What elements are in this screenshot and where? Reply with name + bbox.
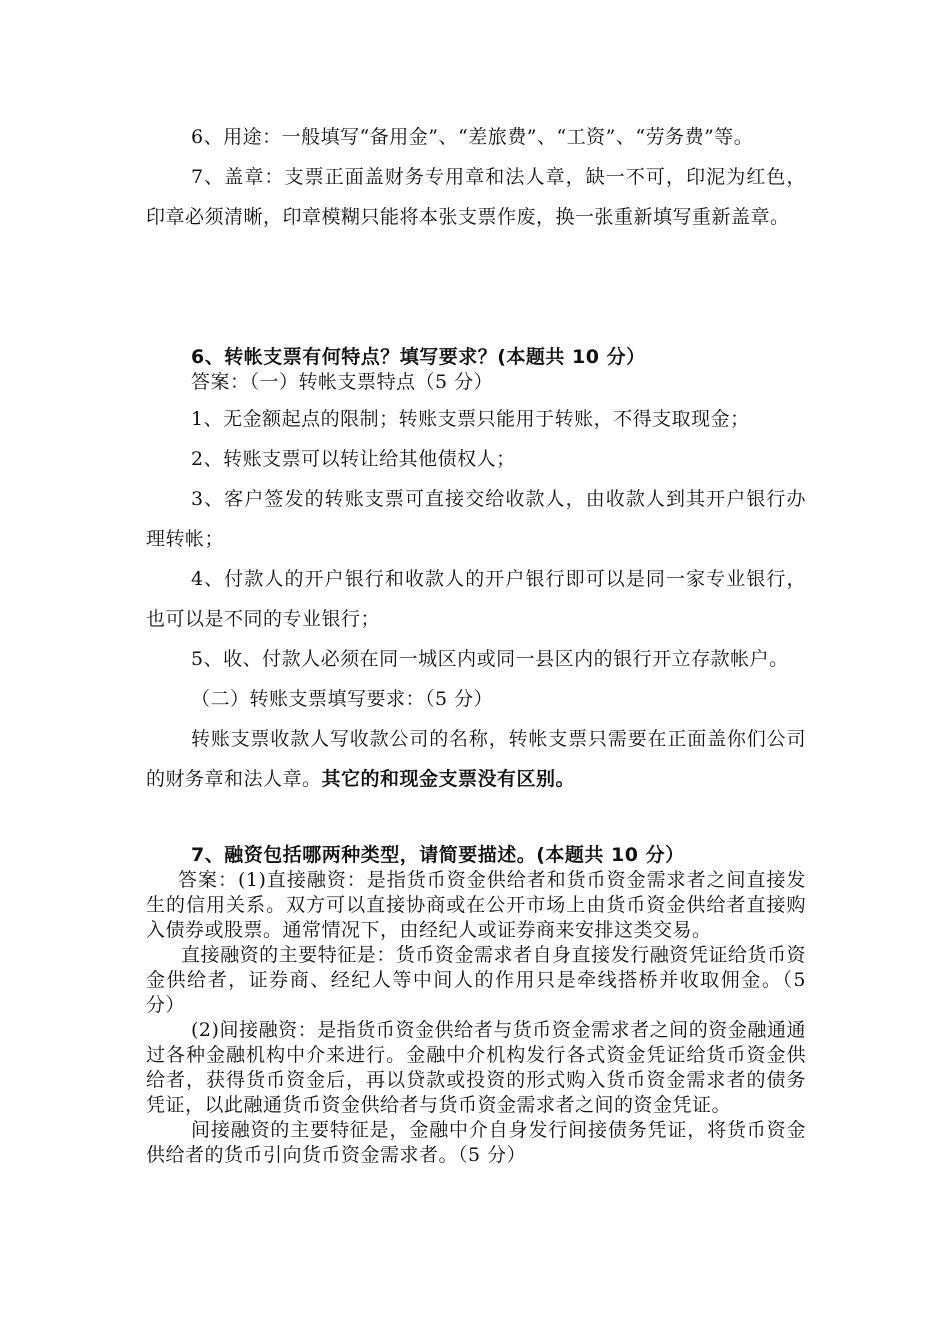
question-7-indirect-financing: (2)间接融资：是指货币资金供给者与货币资金需求者之间的资金融通通过各种金融机构中介来进行。金融中介机构发行各式资金凭证给货币资金供给者，获得货币资金后，再以贷款或投资的形式购入货币资金需求者的债务凭证，以此融通货币资金供给者与货币资金需求者之间的资金凭证。 xyxy=(146,1019,806,1116)
list-item: 1、无金额起点的限制；转账支票只能用于转账，不得支取现金； xyxy=(191,408,750,430)
paragraph-seal: 7、盖章：支票正面盖财务专用章和法人章，缺一不可，印泥为红色，印章必须清晰，印章模糊只能将本张支票作废，换一张重新填写重新盖章。 xyxy=(146,166,806,228)
question-6-part2-text xyxy=(146,719,806,799)
question-6-part2-title: （二）转账支票填写要求：（5 分） xyxy=(191,688,494,710)
part2-normal-text: 转账支票收款人写收款公司的名称，转帐支票只需要在正面盖你们公司的财务章和法人章。 xyxy=(146,728,806,790)
question-7-direct-features: 直接融资的主要特征是：货币资金需求者自身直接发行融资凭证给货币资金供给者，证券商、经纪人等中间人的作用只是牵线搭桥并收取佣金。（5 分） xyxy=(146,944,806,1016)
question-7-indirect-features: 间接融资的主要特征是，金融中介自身发行间接债务凭证，将货币资金供给者的货币引向货币资金需求者。（5 分） xyxy=(146,1119,806,1166)
section-checks-fill xyxy=(146,117,806,237)
part2-bold-text: 其它的和现金支票没有区别。 xyxy=(321,768,576,790)
paragraph-usage: 6、用途：一般填写“备用金”、“差旅费”、“工资”、“劳务费”等。 xyxy=(191,126,754,148)
question-7 xyxy=(146,843,806,1168)
question-6 xyxy=(146,345,806,395)
question-6-answer-intro: 答案：（一）转帐支票特点（5 分） xyxy=(191,371,494,393)
question-7-heading: 7、融资包括哪两种类型，请简要描述。(本题共 10 分） xyxy=(191,844,685,866)
list-item: 2、转账支票可以转让给其他债权人； xyxy=(191,448,516,470)
question-6-heading: 6、转帐支票有何特点？填写要求？(本题共 10 分） xyxy=(191,346,646,368)
list-item: 4、付款人的开户银行和收款人的开户银行即可以是同一家专业银行，也可以是不同的专业银行； xyxy=(146,568,806,630)
list-item: 5、收、付款人必须在同一城区内或同一县区内的银行开立存款帐户。 xyxy=(191,648,789,670)
question-7-direct-financing: 答案：(1)直接融资：是指货币资金供给者和货币资金需求者之间直接发生的信用关系。双方可以直接协商或在公开市场上由货币资金供给者直接购入债券或股票。通常情况下，由经纪人或证券商来安排这类交易。 xyxy=(146,869,806,941)
list-item: 3、客户签发的转账支票可直接交给收款人，由收款人到其开户银行办理转帐； xyxy=(146,488,806,550)
question-6-points xyxy=(146,399,806,799)
